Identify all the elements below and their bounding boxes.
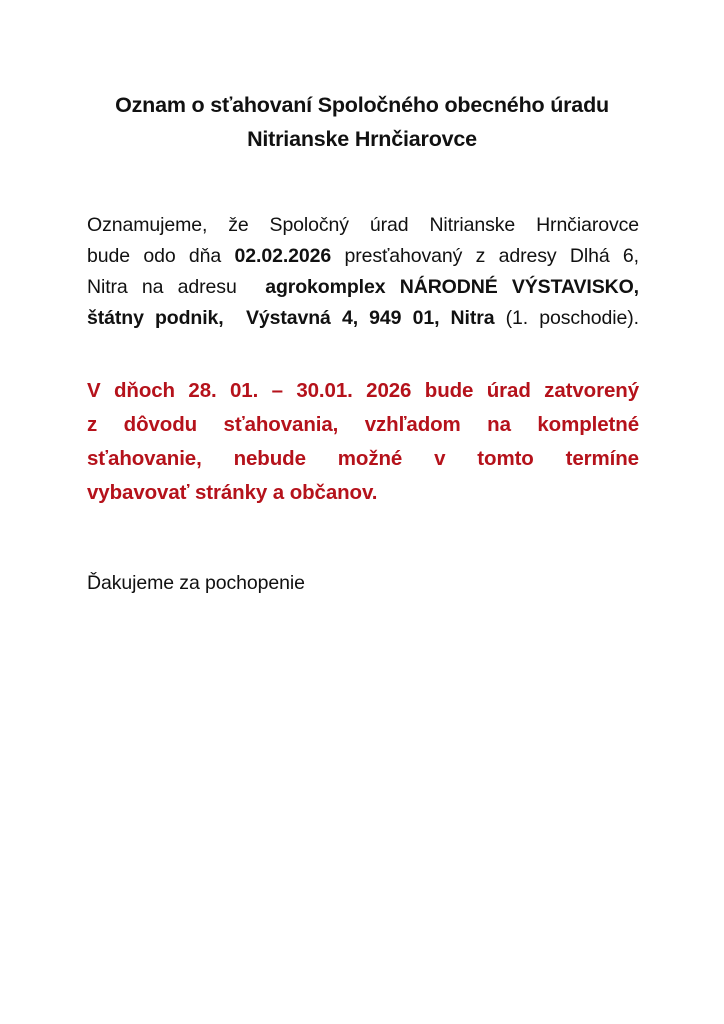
paragraph1-line-2: [87, 241, 639, 272]
paragraph1-line-4: [87, 303, 639, 334]
paragraph1-line-1: Oznamujeme, že Spoločný úrad Nitrianske Hrnčiarovce: [87, 214, 639, 236]
notice-title: [60, 88, 664, 156]
closure-line-4: vybavovať stránky a občanov.: [87, 481, 378, 504]
closure-notice: [87, 374, 639, 510]
text: Nitra na adresu: [87, 276, 266, 298]
text: presťahovaný z adresy Dlhá 6,: [331, 245, 639, 267]
closing-text: Ďakujeme za pochopenie: [87, 572, 305, 594]
new-address-part-1: agrokomplex NÁRODNÉ VÝSTAVISKO,: [265, 276, 639, 298]
text: bude odo dňa: [87, 245, 235, 267]
relocation-paragraph: [87, 210, 639, 334]
new-address-part-2: štátny podnik, Výstavná 4, 949 01, Nitra: [87, 307, 495, 329]
move-date: 02.02.2026: [234, 245, 332, 267]
title-line-2: Nitrianske Hrnčiarovce: [247, 127, 477, 151]
closure-line-2: z dôvodu sťahovania, vzhľadom na kompletné: [87, 413, 639, 436]
closure-line-3: sťahovanie, nebude možné v tomto termíne: [87, 447, 639, 470]
text: (1. poschodie).: [494, 307, 639, 329]
paragraph1-line-3: [87, 272, 639, 303]
closure-line-1: V dňoch 28. 01. – 30.01. 2026 bude úrad zatvorený: [87, 379, 639, 402]
title-line-1: Oznam o sťahovaní Spoločného obecného úradu: [115, 93, 609, 117]
